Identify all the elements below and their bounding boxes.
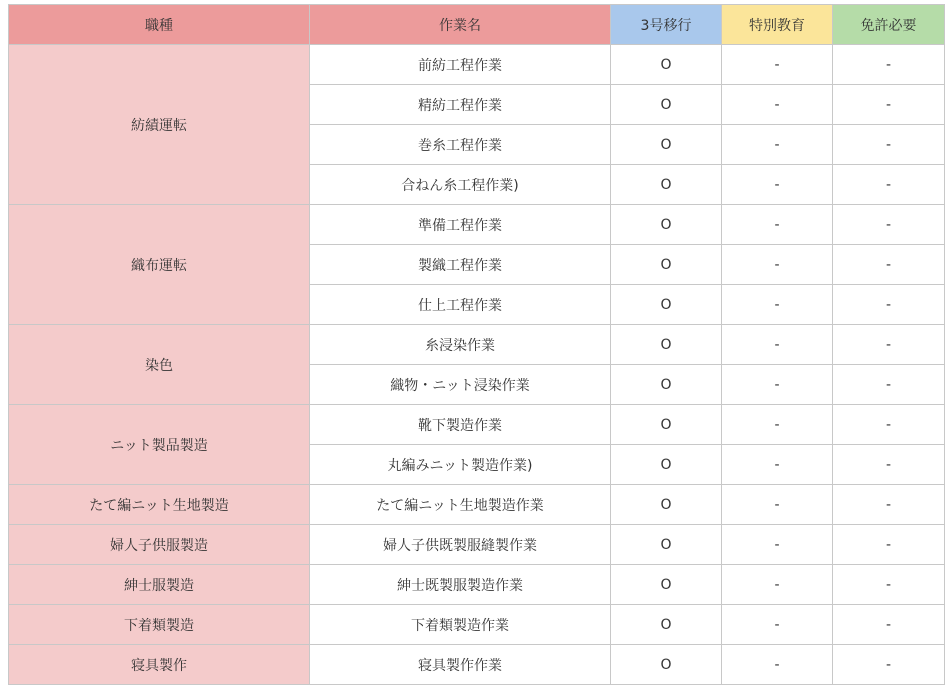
special-edu-cell: - [722,445,833,485]
task-cell: 丸編みニット製造作業) [310,445,611,485]
task-cell: 紳士既製服製造作業 [310,565,611,605]
move3-cell: O [611,565,722,605]
table-row [9,405,945,445]
license-cell: - [833,485,945,525]
move3-cell: O [611,245,722,285]
task-cell: 婦人子供既製服縫製作業 [310,525,611,565]
task-cell: 織物・ニット浸染作業 [310,365,611,405]
special-edu-cell: - [722,365,833,405]
task-cell: 準備工程作業 [310,205,611,245]
special-edu-cell: - [722,45,833,85]
table-row [9,565,945,605]
special-edu-cell: - [722,205,833,245]
license-cell: - [833,45,945,85]
move3-cell: O [611,285,722,325]
move3-cell: O [611,405,722,445]
table-row [9,205,945,245]
special-edu-cell: - [722,485,833,525]
task-cell: 仕上工程作業 [310,285,611,325]
license-cell: - [833,325,945,365]
job-cell: 紡績運転 [9,45,310,205]
move3-cell: O [611,645,722,685]
task-cell: たて編ニット生地製造作業 [310,485,611,525]
task-cell: 合ねん糸工程作業) [310,165,611,205]
table-body [9,45,945,685]
move3-cell: O [611,445,722,485]
table-row [9,485,945,525]
special-edu-cell: - [722,405,833,445]
special-edu-cell: - [722,525,833,565]
license-cell: - [833,165,945,205]
license-cell: - [833,85,945,125]
move3-cell: O [611,605,722,645]
occupation-table [8,4,945,685]
license-cell: - [833,605,945,645]
move3-cell: O [611,205,722,245]
table-row [9,605,945,645]
job-cell: 婦人子供服製造 [9,525,310,565]
task-cell: 靴下製造作業 [310,405,611,445]
special-edu-cell: - [722,245,833,285]
job-cell: たて編ニット生地製造 [9,485,310,525]
job-cell: ニット製品製造 [9,405,310,485]
license-cell: - [833,125,945,165]
special-edu-cell: - [722,165,833,205]
task-cell: 寝具製作作業 [310,645,611,685]
header-special-edu: 特別教育 [722,5,833,45]
move3-cell: O [611,165,722,205]
task-cell: 巻糸工程作業 [310,125,611,165]
special-edu-cell: - [722,285,833,325]
table-row [9,645,945,685]
header-license: 免許必要 [833,5,945,45]
license-cell: - [833,245,945,285]
license-cell: - [833,645,945,685]
task-cell: 下着類製造作業 [310,605,611,645]
special-edu-cell: - [722,85,833,125]
license-cell: - [833,285,945,325]
special-edu-cell: - [722,125,833,165]
license-cell: - [833,445,945,485]
special-edu-cell: - [722,645,833,685]
task-cell: 前紡工程作業 [310,45,611,85]
header-task: 作業名 [310,5,611,45]
task-cell: 精紡工程作業 [310,85,611,125]
move3-cell: O [611,125,722,165]
move3-cell: O [611,525,722,565]
table-row [9,45,945,85]
special-edu-cell: - [722,325,833,365]
special-edu-cell: - [722,565,833,605]
license-cell: - [833,205,945,245]
move3-cell: O [611,85,722,125]
task-cell: 糸浸染作業 [310,325,611,365]
move3-cell: O [611,325,722,365]
job-cell: 紳士服製造 [9,565,310,605]
task-cell: 製織工程作業 [310,245,611,285]
header-move3: 3号移行 [611,5,722,45]
job-cell: 下着類製造 [9,605,310,645]
move3-cell: O [611,45,722,85]
job-cell: 織布運転 [9,205,310,325]
job-cell: 寝具製作 [9,645,310,685]
license-cell: - [833,525,945,565]
license-cell: - [833,565,945,605]
table-row [9,325,945,365]
move3-cell: O [611,365,722,405]
table-row [9,525,945,565]
header-job: 職種 [9,5,310,45]
license-cell: - [833,365,945,405]
header-row [9,5,945,45]
job-cell: 染色 [9,325,310,405]
special-edu-cell: - [722,605,833,645]
license-cell: - [833,405,945,445]
move3-cell: O [611,485,722,525]
